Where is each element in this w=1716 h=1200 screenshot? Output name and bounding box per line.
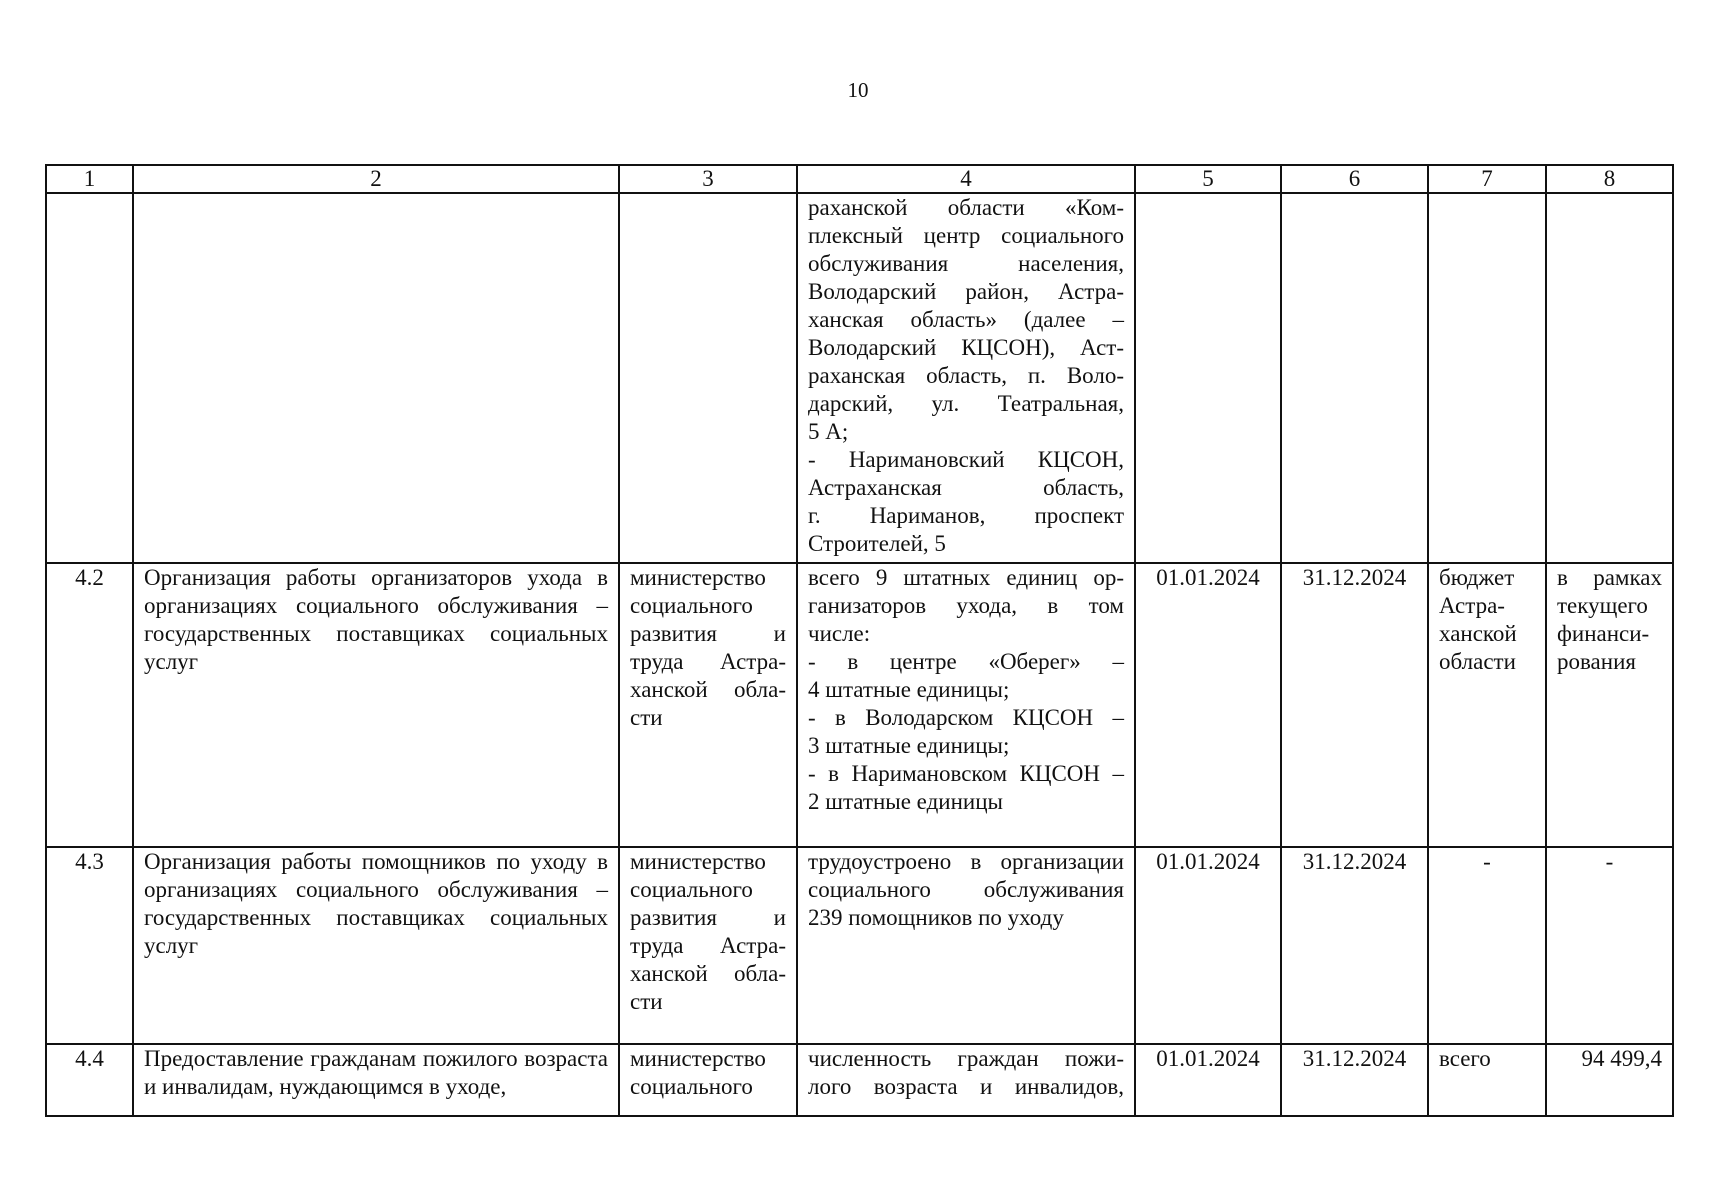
table-row (46, 847, 1673, 1044)
row-number-cell: 4.4 (46, 1044, 133, 1116)
table-row (46, 1044, 1673, 1116)
cell-line: 3 штатные единицы; (808, 733, 1010, 758)
cell-line: всего 9 штатных единиц ор- (808, 565, 1124, 590)
column-header: 8 (1546, 165, 1673, 193)
responsible-cell (619, 847, 797, 1044)
funding-source-cell: - (1428, 847, 1546, 1044)
cell-line: сти (630, 705, 663, 730)
result-cell (797, 1044, 1135, 1116)
cell-line: обслуживания населения, (808, 251, 1124, 276)
cell-line: развития и (630, 621, 786, 646)
start-date-cell: 01.01.2024 (1135, 847, 1281, 1044)
column-header: 5 (1135, 165, 1281, 193)
cell-line: Володарский район, Астра- (808, 279, 1124, 304)
responsible-cell (619, 1044, 797, 1116)
result-cell (797, 563, 1135, 847)
cell-line: 2 штатные единицы (808, 789, 1003, 814)
cell-line: области (1439, 649, 1516, 674)
column-header: 4 (797, 165, 1135, 193)
cell-line: министерство (630, 1046, 766, 1071)
cell-line: текущего (1557, 593, 1648, 618)
cell-line: - в центре «Оберег» – (808, 649, 1124, 674)
amount-cell: - (1546, 847, 1673, 1044)
funding-source-cell: всего (1428, 1044, 1546, 1116)
cell-line: 239 помощников по уходу (808, 905, 1064, 930)
column-header: 2 (133, 165, 619, 193)
cell-line: раханская область, п. Воло- (808, 363, 1124, 388)
cell-line: лого возраста и инвалидов, (808, 1074, 1124, 1099)
table-row (46, 563, 1673, 847)
row-number-cell: 4.2 (46, 563, 133, 847)
amount-cell (1546, 193, 1673, 563)
result-cell (797, 193, 1135, 563)
column-header: 6 (1281, 165, 1428, 193)
cell-line: бюджет (1439, 565, 1515, 590)
column-header: 7 (1428, 165, 1546, 193)
end-date-cell: 31.12.2024 (1281, 847, 1428, 1044)
cell-line: Строителей, 5 (808, 531, 946, 556)
cell-line: ханской (1439, 621, 1517, 646)
activity-cell: Организация работы организаторов ухода в организациях социального обслуживания – государственных поставщиках социальных услуг (133, 563, 619, 847)
cell-line: труда Астра- (630, 649, 786, 674)
cell-line: финанси- (1557, 621, 1650, 646)
cell-line: - в Наримановском КЦСОН – (808, 761, 1124, 786)
cell-line: рования (1557, 649, 1636, 674)
amount-cell (1546, 563, 1673, 847)
responsible-cell (619, 563, 797, 847)
row-number-cell: 4.3 (46, 847, 133, 1044)
end-date-cell: 31.12.2024 (1281, 563, 1428, 847)
cell-line: ханская область» (далее – (808, 307, 1124, 332)
cell-line: трудоустроено в организации (808, 849, 1124, 874)
cell-line: г. Нариманов, проспект (808, 503, 1124, 528)
cell-line: в рамках (1557, 565, 1662, 590)
end-date-cell: 31.12.2024 (1281, 1044, 1428, 1116)
page-number: 10 (847, 78, 869, 102)
cell-line: числе: (808, 621, 871, 646)
column-header: 3 (619, 165, 797, 193)
cell-line: социального (630, 877, 753, 902)
cell-line: социального (630, 1074, 753, 1099)
cell-line: дарский, ул. Театральная, (808, 391, 1124, 416)
table-row (46, 193, 1673, 563)
cell-line: 5 А; (808, 419, 849, 444)
cell-line: численность граждан пожи- (808, 1046, 1124, 1071)
funding-source-cell (1428, 563, 1546, 847)
start-date-cell (1135, 193, 1281, 563)
column-header: 1 (46, 165, 133, 193)
result-cell (797, 847, 1135, 1044)
plan-table (45, 164, 1674, 1117)
column-number-row (46, 165, 1673, 193)
cell-line: плексный центр социального (808, 223, 1124, 248)
cell-line: ганизаторов ухода, в том (808, 593, 1124, 618)
cell-line: Володарский КЦСОН), Аст- (808, 335, 1124, 360)
cell-line: труда Астра- (630, 933, 786, 958)
cell-line: сти (630, 989, 663, 1014)
cell-line: ханской обла- (630, 961, 786, 986)
row-number-cell (46, 193, 133, 563)
cell-line: раханской области «Ком- (808, 195, 1124, 220)
start-date-cell: 01.01.2024 (1135, 1044, 1281, 1116)
activity-cell: Организация работы помощников по уходу в организациях социального обслуживания – государственных поставщиках социальных услуг (133, 847, 619, 1044)
start-date-cell: 01.01.2024 (1135, 563, 1281, 847)
cell-line: Астраханская область, (808, 475, 1124, 500)
cell-line: министерство (630, 849, 766, 874)
cell-line: социального (630, 593, 753, 618)
cell-line: Астра- (1439, 593, 1505, 618)
cell-line: 4 штатные единицы; (808, 677, 1010, 702)
cell-line: - Наримановский КЦСОН, (808, 447, 1124, 472)
cell-line: социального обслуживания (808, 877, 1124, 902)
activity-cell: Предоставление гражданам пожилого возраста и инвалидам, нуждающимся в уходе, (133, 1044, 619, 1116)
amount-cell: 94 499,4 (1546, 1044, 1673, 1116)
activity-cell (133, 193, 619, 563)
cell-line: ханской обла- (630, 677, 786, 702)
responsible-cell (619, 193, 797, 563)
cell-line: министерство (630, 565, 766, 590)
cell-line: - в Володарском КЦСОН – (808, 705, 1124, 730)
end-date-cell (1281, 193, 1428, 563)
funding-source-cell (1428, 193, 1546, 563)
cell-line: развития и (630, 905, 786, 930)
